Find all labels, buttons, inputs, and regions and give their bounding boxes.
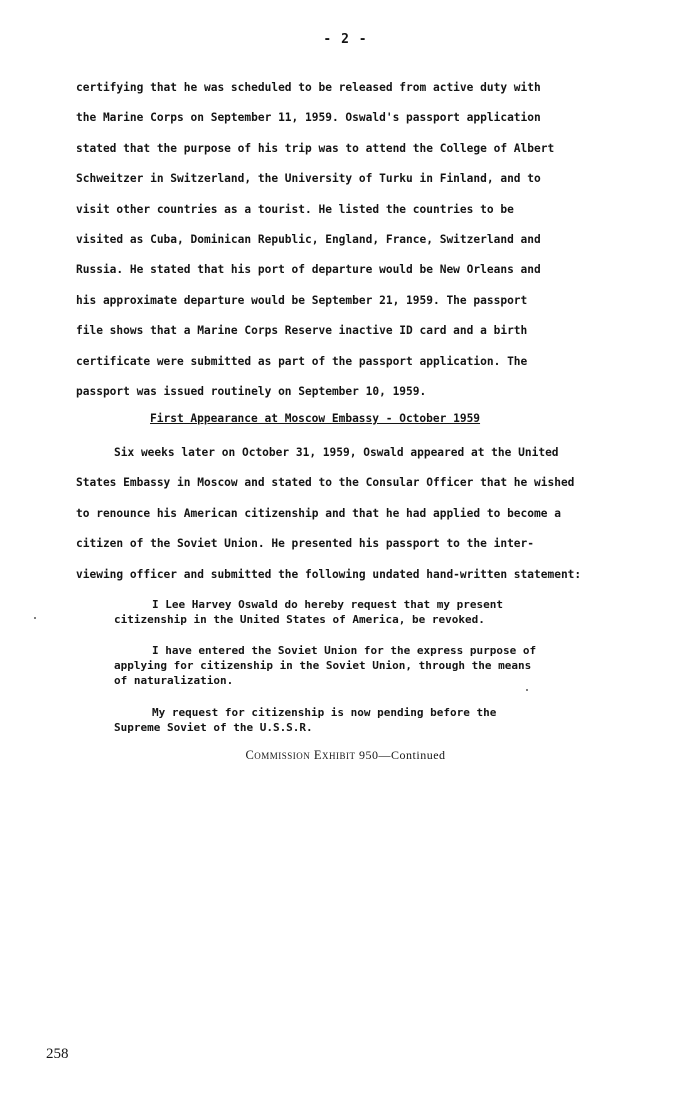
paragraph-2 bbox=[76, 444, 636, 596]
text-line: Schweitzer in Switzerland, the University of Turku in Finland, and to bbox=[76, 172, 541, 186]
text-line: to renounce his American citizenship and that he had applied to become a bbox=[76, 506, 561, 520]
text-line: Six weeks later on October 31, 1959, Oswald appeared at the United bbox=[114, 446, 559, 459]
text-line: visited as Cuba, Dominican Republic, England, France, Switzerland and bbox=[76, 232, 541, 246]
text-line: the Marine Corps on September 11, 1959. Oswald's passport application bbox=[76, 111, 541, 125]
exhibit-caption bbox=[0, 748, 691, 763]
paragraph-1 bbox=[76, 79, 636, 413]
scan-speck bbox=[34, 617, 36, 619]
page-number-top: - 2 - bbox=[323, 32, 368, 47]
quote-line: My request for citizenship is now pending before the bbox=[152, 706, 497, 719]
quote-line: I have entered the Soviet Union for the express purpose of bbox=[152, 644, 537, 657]
exhibit-suffix: —Continued bbox=[378, 748, 446, 762]
quoted-statement-3 bbox=[114, 705, 604, 735]
quote-line: Supreme Soviet of the U.S.S.R. bbox=[114, 721, 313, 734]
section-heading: First Appearance at Moscow Embassy - October 1959 bbox=[150, 412, 481, 425]
footer-page-number: 258 bbox=[46, 1046, 69, 1062]
text-line: citizen of the Soviet Union. He presented his passport to the inter- bbox=[76, 537, 535, 551]
exhibit-label: Commission Exhibit bbox=[245, 748, 356, 762]
text-line: certificate were submitted as part of the passport application. The bbox=[76, 354, 528, 368]
text-line: passport was issued routinely on September 10, 1959. bbox=[76, 384, 427, 398]
text-line: certifying that he was scheduled to be released from active duty with bbox=[76, 81, 541, 94]
text-line: file shows that a Marine Corps Reserve inactive ID card and a birth bbox=[76, 324, 528, 338]
text-line: stated that the purpose of his trip was to attend the College of Albert bbox=[76, 141, 555, 155]
quote-line: citizenship in the United States of America, be revoked. bbox=[114, 613, 485, 626]
text-line: viewing officer and submitted the following undated hand-written statement: bbox=[76, 567, 582, 581]
text-line: States Embassy in Moscow and stated to the Consular Officer that he wished bbox=[76, 476, 575, 490]
quoted-statement-2 bbox=[114, 643, 604, 688]
exhibit-number: 950 bbox=[359, 748, 379, 762]
quote-line: I Lee Harvey Oswald do hereby request that my present bbox=[152, 598, 503, 611]
text-line: Russia. He stated that his port of departure would be New Orleans and bbox=[76, 263, 541, 277]
quote-line: applying for citizenship in the Soviet Union, through the means bbox=[114, 659, 532, 672]
text-line: his approximate departure would be September 21, 1959. The passport bbox=[76, 293, 528, 307]
quote-line: of naturalization. bbox=[114, 674, 234, 687]
scan-speck bbox=[526, 689, 528, 691]
quoted-statement-1 bbox=[114, 597, 604, 627]
text-line: visit other countries as a tourist. He listed the countries to be bbox=[76, 202, 514, 216]
